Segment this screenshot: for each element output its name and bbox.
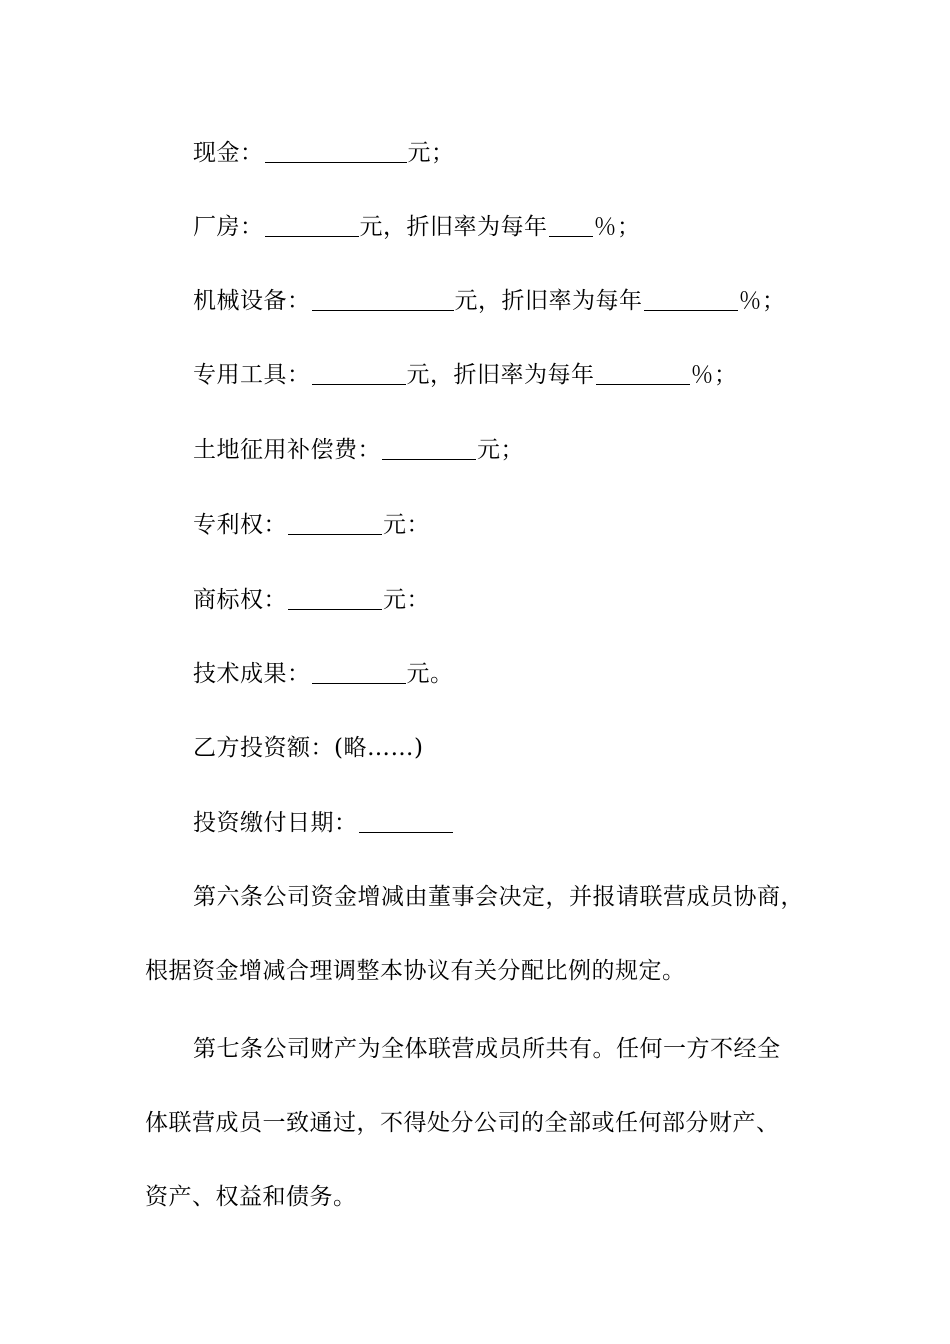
item-plant	[193, 212, 641, 242]
tools-rate-unit: ％；	[690, 362, 738, 388]
cash-unit: 元；	[407, 140, 455, 166]
land-unit: 元；	[477, 437, 524, 463]
cash-label: 现金：	[193, 140, 264, 166]
trademark-unit: 元：	[383, 587, 430, 613]
article-7-line-1: 第七条公司财产为全体联营成员所共有。任何一方不经全	[193, 1036, 781, 1062]
article-6-line-1: 第六条公司资金增减由董事会决定，并报请联营成员协商，	[193, 884, 804, 910]
item-trademark	[193, 585, 430, 615]
plant-unit: 元，	[359, 214, 407, 240]
tools-rate-blank	[596, 362, 690, 385]
article-7-line-3: 资产、权益和债务。	[145, 1184, 357, 1210]
item-land	[193, 435, 524, 465]
item-tools	[193, 360, 738, 390]
item-tech	[193, 659, 454, 689]
machinery-rate-label: 折旧率为每年	[501, 288, 643, 314]
patent-unit: 元：	[383, 512, 430, 538]
machinery-rate-blank	[644, 288, 738, 311]
plant-rate-label: 折旧率为每年	[406, 214, 548, 240]
machinery-rate-unit: ％；	[738, 288, 786, 314]
patent-blank	[288, 512, 382, 535]
payment-date-label: 投资缴付日期：	[193, 810, 358, 836]
item-patent	[193, 510, 430, 540]
plant-label: 厂房：	[193, 214, 264, 240]
land-blank	[382, 437, 476, 460]
tools-label: 专用工具：	[193, 362, 311, 388]
tech-label: 技术成果：	[193, 661, 311, 687]
machinery-blank	[312, 288, 454, 311]
tech-blank	[312, 661, 406, 684]
payment-date-blank	[359, 810, 453, 833]
tools-unit: 元，	[406, 362, 454, 388]
trademark-label: 商标权：	[193, 587, 287, 613]
article-6-line-2: 根据资金增减合理调整本协议有关分配比例的规定。	[145, 958, 686, 984]
trademark-blank	[288, 587, 382, 610]
item-payment-date	[193, 808, 454, 838]
patent-label: 专利权：	[193, 512, 287, 538]
plant-blank	[265, 214, 359, 237]
tools-rate-label: 折旧率为每年	[453, 362, 595, 388]
machinery-unit: 元，	[454, 288, 502, 314]
item-party-b	[193, 733, 423, 763]
land-label: 土地征用补偿费：	[193, 437, 381, 463]
article-7-line-2: 体联营成员一致通过，不得处分公司的全部或任何部分财产、	[145, 1110, 780, 1136]
item-cash	[193, 138, 455, 168]
tech-unit: 元。	[406, 661, 454, 687]
party-b-text: 乙方投资额：(略……)	[193, 735, 424, 761]
item-machinery	[193, 286, 786, 316]
tools-blank	[312, 362, 406, 385]
plant-rate-blank	[549, 214, 593, 237]
cash-blank	[265, 140, 407, 163]
plant-rate-unit: ％；	[593, 214, 641, 240]
machinery-label: 机械设备：	[193, 288, 311, 314]
